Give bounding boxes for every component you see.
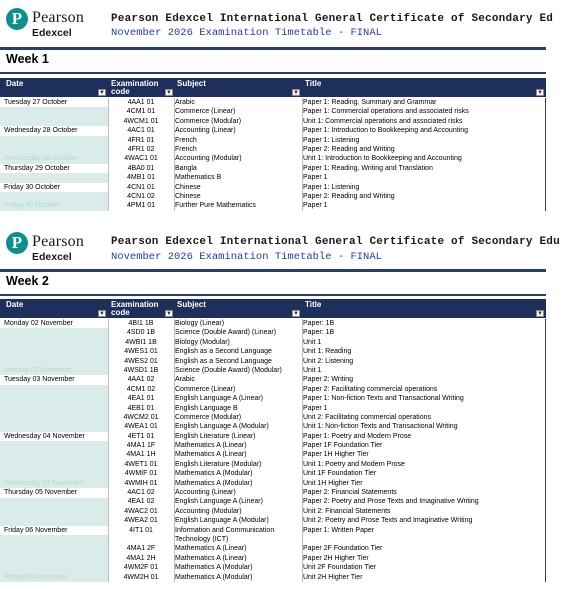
filter-dropdown-subject[interactable]: ▼ — [293, 311, 299, 317]
table-row[interactable] — [0, 126, 546, 135]
table-right-border — [545, 98, 546, 211]
exam-code-cell: 4BA0 01 — [127, 164, 155, 172]
exam-code-cell: 4WES1 01 — [124, 348, 158, 356]
exam-code-cell: 4WCM1 01 — [123, 117, 159, 125]
exam-code-cell: 4BI1 1B — [128, 320, 154, 327]
subject-cell: Technology (ICT) — [175, 535, 229, 543]
subject-cell: English Literature (Modular) — [175, 460, 262, 468]
title-cell: Unit 2: Facilitating commercial operations — [303, 413, 431, 421]
table-row[interactable] — [0, 422, 546, 431]
title-cell: Unit 2: Financial Statements — [303, 507, 391, 515]
date-cell: Friday 30 October — [4, 183, 61, 191]
subject-cell: French — [175, 136, 197, 144]
exam-code-cell: 4WES2 01 — [124, 357, 158, 365]
subject-cell: Commerce (Linear) — [175, 108, 236, 116]
col-header-title: Title — [305, 300, 322, 309]
subject-cell: Mathematics A (Modular) — [175, 470, 253, 478]
date-cell: Friday 06 November — [4, 526, 68, 534]
col-header-subject: Subject — [177, 79, 206, 88]
table-row[interactable] — [0, 375, 546, 384]
date-cell: Thursday 05 November — [4, 489, 78, 497]
subject-cell: Further Pure Mathematics — [175, 202, 256, 210]
title-cell: Paper 1H Higher Tier — [303, 451, 369, 459]
title-cell: Unit 1F Foundation Tier — [303, 470, 377, 478]
date-cell: Wednesday 04 November — [4, 432, 85, 440]
exam-code-cell: 4CM1 01 — [126, 108, 156, 116]
exam-code-cell: 4SD0 1B — [126, 329, 156, 337]
table-row[interactable] — [0, 385, 546, 394]
subject-cell: Accounting (Linear) — [175, 127, 236, 135]
date-cell: Thursday 29 October — [4, 164, 70, 172]
table-row[interactable] — [0, 404, 546, 413]
exam-code-cell: 4MA1 2H — [126, 554, 156, 562]
filter-dropdown-date[interactable]: ▼ — [99, 311, 105, 317]
table-row[interactable] — [0, 107, 546, 116]
table-row[interactable] — [0, 201, 546, 210]
date-cell: Wednesday 04 November — [4, 479, 85, 487]
title-cell: Unit 1: Non-fiction Texts and Transactional Writing — [303, 423, 458, 431]
date-cell: Tuesday 03 November — [4, 376, 75, 384]
table-row[interactable] — [0, 394, 546, 403]
subject-cell: English as a Second Language — [175, 348, 272, 356]
sheet-header — [0, 0, 554, 44]
brand-sub: Edexcel — [32, 251, 72, 263]
title-cell: Unit 1 — [303, 366, 322, 374]
filter-dropdown-code[interactable]: ▼ — [166, 90, 172, 96]
brand-sub: Edexcel — [32, 27, 72, 39]
exam-code-cell: 4FR1 02 — [127, 145, 155, 153]
table-row[interactable] — [0, 366, 546, 375]
filter-dropdown-title[interactable]: ▼ — [537, 90, 543, 96]
date-cell: Friday 30 October — [4, 202, 61, 210]
title-cell: Paper 1: Commercial operations and associated risks — [303, 108, 469, 116]
subject-cell: Arabic — [175, 376, 195, 384]
table-row[interactable] — [0, 173, 546, 182]
table-row[interactable] — [0, 357, 546, 366]
title-cell: Paper 2: Writing — [303, 376, 354, 384]
date-cell: Monday 02 November — [4, 366, 73, 374]
column-divider — [174, 98, 175, 211]
table-row[interactable] — [0, 526, 546, 535]
filter-dropdown-date[interactable]: ▼ — [99, 90, 105, 96]
subject-cell: Science (Double Award) (Modular) — [175, 366, 282, 374]
week-label: Week 2 — [6, 274, 49, 288]
subject-cell: Commerce (Modular) — [175, 117, 242, 125]
table-row[interactable] — [0, 535, 546, 544]
table-row[interactable] — [0, 441, 546, 450]
title-cell: Paper 1: Written Paper — [303, 526, 375, 534]
subject-cell: Bangla — [175, 164, 197, 172]
table-row[interactable] — [0, 164, 546, 173]
subject-cell: English Language A (Modular) — [175, 423, 269, 431]
subject-cell: Accounting (Modular) — [175, 155, 242, 163]
subject-cell: Accounting (Modular) — [175, 507, 242, 515]
week-label: Week 1 — [6, 52, 49, 66]
subject-cell: Mathematics B — [175, 174, 222, 182]
exam-code-cell: 4WM2H 01 — [123, 573, 159, 581]
title-cell: Paper 2H Higher Tier — [303, 554, 369, 562]
table-row[interactable] — [0, 98, 546, 107]
subject-cell: French — [175, 145, 197, 153]
subject-cell: English as a Second Language — [175, 357, 272, 365]
exam-code-cell: 4MA1 1H — [126, 451, 156, 459]
table-row[interactable] — [0, 554, 546, 563]
subject-cell: Arabic — [175, 99, 195, 106]
subject-cell: English Language A (Linear) — [175, 395, 263, 403]
table-row[interactable] — [0, 497, 546, 506]
exam-code-cell: 4AA1 02 — [127, 376, 155, 384]
subject-cell: Mathematics A (Modular) — [175, 564, 253, 572]
title-cell: Unit 1H Higher Tier — [303, 479, 363, 487]
table-row[interactable] — [0, 544, 546, 553]
title-cell: Paper 1: Listening — [303, 183, 360, 191]
exam-code-cell: 4WM2F 01 — [123, 564, 159, 572]
timetable-sheet-week-2 — [0, 224, 560, 586]
table-row[interactable] — [0, 573, 546, 582]
title-cell: Paper 2: Facilitating commercial operations — [303, 385, 438, 393]
exam-code-cell: 4WMIF 01 — [124, 470, 158, 478]
title-cell: Paper: 1B — [303, 320, 335, 327]
exam-code-cell: 4AC1 02 — [127, 489, 155, 497]
exam-code-cell: 4FR1 01 — [127, 136, 155, 144]
title-cell: Paper 2: Financial Statements — [303, 489, 397, 497]
title-cell: Paper: 1B — [303, 329, 335, 337]
subject-cell: Commerce (Modular) — [175, 413, 242, 421]
title-cell: Paper 2: Poetry and Prose Texts and Imaginative Writing — [303, 498, 479, 506]
exam-code-cell: 4WBI1 1B — [125, 338, 157, 346]
title-cell: Paper 1 — [303, 174, 328, 182]
pearson-logo — [6, 232, 106, 268]
table-row[interactable] — [0, 154, 546, 163]
exam-code-cell: 4WAC2 01 — [124, 507, 158, 515]
exam-code-cell: 4WEA1 01 — [124, 423, 158, 431]
title-cell: Paper 1: Introduction to Bookkeeping and Accounting — [303, 127, 469, 135]
table-row[interactable] — [0, 432, 546, 441]
date-cell: Wednesday 28 October — [4, 127, 78, 135]
title-cell: Unit 2H Higher Tier — [303, 573, 363, 581]
exam-code-cell: 4MA1 1F — [126, 442, 156, 450]
col-header-date: Date — [6, 300, 24, 309]
date-cell: Friday 06 November — [4, 573, 68, 581]
subject-cell: Mathematics A (Linear) — [175, 442, 247, 450]
column-divider — [108, 319, 109, 582]
sheet-title: Pearson Edexcel International General Certificate of Secondary Edu — [111, 236, 560, 248]
exam-code-cell: 4WSD1 1B — [123, 366, 159, 374]
subject-cell: Mathematics A (Modular) — [175, 573, 253, 581]
exam-code-cell: 4EB1 01 — [127, 404, 155, 412]
sheet-subtitle: November 2026 Examination Timetable - FINAL — [111, 251, 382, 263]
table-row[interactable] — [0, 117, 546, 126]
exam-code-cell: 4AA1 01 — [127, 99, 155, 106]
col-header-code: Examination code — [111, 79, 159, 96]
table-header — [0, 299, 546, 318]
title-cell: Unit 1: Introduction to Bookkeeping and Accounting — [303, 155, 462, 163]
table-right-border — [545, 319, 546, 582]
title-cell: Paper 1 — [303, 202, 328, 210]
subject-cell: English Language A (Linear) — [175, 498, 263, 506]
table-row[interactable] — [0, 145, 546, 154]
table-header — [0, 78, 546, 97]
table-row[interactable] — [0, 488, 546, 497]
date-cell: Wednesday 28 October — [4, 155, 78, 163]
title-cell: Paper 1: Non-fiction Texts and Transactional Writing — [303, 395, 464, 403]
sheet-title: Pearson Edexcel International General Certificate of Secondary Ed — [111, 13, 554, 25]
col-header-title: Title — [305, 79, 322, 88]
table-row[interactable] — [0, 479, 546, 488]
exam-code-cell: 4MB1 01 — [126, 174, 156, 182]
exam-code-cell: 4CN1 01 — [127, 183, 155, 191]
exam-code-cell: 4PM1 01 — [126, 202, 156, 210]
table-row[interactable] — [0, 328, 546, 337]
table-body — [0, 319, 546, 582]
title-cell: Unit 1: Reading — [303, 348, 352, 356]
title-cell: Paper 1: Listening — [303, 136, 360, 144]
subject-cell: Information and Communication — [175, 526, 275, 534]
col-header-code: Examination code — [111, 300, 159, 317]
exam-code-cell: 4EA1 02 — [127, 498, 155, 506]
table-row[interactable] — [0, 183, 546, 192]
subject-cell: English Literature (Linear) — [175, 432, 256, 440]
subject-cell: English Language A (Modular) — [175, 517, 269, 525]
column-divider — [108, 98, 109, 211]
filter-dropdown-code[interactable]: ▼ — [166, 311, 172, 317]
col-header-date: Date — [6, 79, 24, 88]
column-divider — [174, 319, 175, 582]
sheet-subtitle: November 2026 Examination Timetable - FINAL — [111, 27, 382, 39]
subject-cell: Chinese — [175, 192, 201, 200]
filter-dropdown-title[interactable]: ▼ — [537, 311, 543, 317]
column-divider — [302, 98, 303, 211]
table-row[interactable] — [0, 563, 546, 572]
title-cell: Paper 1: Reading, Summary and Grammar — [303, 99, 437, 106]
subject-cell: Biology (Modular) — [175, 338, 230, 346]
title-cell: Unit 2: Listening — [303, 357, 354, 365]
exam-code-cell: 4IT1 01 — [129, 526, 153, 534]
pearson-logo-icon: P — [6, 232, 28, 254]
table-row[interactable] — [0, 338, 546, 347]
title-cell: Paper 2F Foundation Tier — [303, 545, 383, 553]
table-row[interactable] — [0, 460, 546, 469]
date-cell: Tuesday 27 October — [4, 99, 68, 106]
title-cell: Paper 2: Reading and Writing — [303, 192, 395, 200]
table-row[interactable] — [0, 469, 546, 478]
table-row[interactable] — [0, 516, 546, 525]
subject-cell: Accounting (Linear) — [175, 489, 236, 497]
table-row[interactable] — [0, 413, 546, 422]
table-row[interactable] — [0, 450, 546, 459]
column-divider — [302, 319, 303, 582]
exam-code-cell: 4EA1 01 — [127, 395, 155, 403]
title-cell: Paper 1F Foundation Tier — [303, 442, 383, 450]
week-heading — [0, 269, 546, 296]
table-body — [0, 98, 546, 211]
title-cell: Paper 1 — [303, 404, 328, 412]
week-heading — [0, 47, 546, 74]
timetable-sheet-week-1 — [0, 0, 554, 214]
subject-cell: Biology (Linear) — [175, 320, 225, 327]
table-row[interactable] — [0, 136, 546, 145]
title-cell: Paper 1: Reading, Writing and Translation — [303, 164, 433, 172]
subject-cell: Mathematics A (Linear) — [175, 545, 247, 553]
exam-code-cell: 4WAC1 01 — [124, 155, 158, 163]
exam-code-cell: 4CM1 02 — [126, 385, 156, 393]
title-cell: Paper 1: Poetry and Modern Prose — [303, 432, 412, 440]
subject-cell: Commerce (Linear) — [175, 385, 236, 393]
exam-code-cell: 4WCM2 01 — [123, 413, 159, 421]
exam-code-cell: 4WMIH 01 — [124, 479, 158, 487]
brand-name: Pearson — [32, 233, 85, 250]
title-cell: Unit 1: Poetry and Modern Prose — [303, 460, 405, 468]
table-row[interactable] — [0, 319, 546, 328]
sheet-header — [0, 224, 560, 268]
subject-cell: Mathematics A (Modular) — [175, 479, 253, 487]
exam-code-cell: 4AC1 01 — [127, 127, 155, 135]
exam-code-cell: 4CN1 02 — [127, 192, 155, 200]
pearson-logo-icon: P — [6, 8, 28, 30]
exam-code-cell: 4ET1 01 — [127, 432, 155, 440]
subject-cell: English Language B — [175, 404, 238, 412]
subject-cell: Chinese — [175, 183, 201, 191]
table-row[interactable] — [0, 347, 546, 356]
table-row[interactable] — [0, 507, 546, 516]
brand-name: Pearson — [32, 9, 85, 26]
title-cell: Paper 2: Reading and Writing — [303, 145, 395, 153]
filter-dropdown-subject[interactable]: ▼ — [293, 90, 299, 96]
pearson-logo — [6, 8, 106, 44]
title-cell: Unit 2: Poetry and Prose Texts and Imaginative Writing — [303, 517, 473, 525]
subject-cell: Mathematics A (Linear) — [175, 554, 247, 562]
subject-cell: Science (Double Award) (Linear) — [175, 329, 277, 337]
subject-cell: Mathematics A (Linear) — [175, 451, 247, 459]
exam-code-cell: 4MA1 2F — [126, 545, 156, 553]
date-cell: Monday 02 November — [4, 320, 73, 327]
title-cell: Unit 2F Foundation Tier — [303, 564, 377, 572]
table-row[interactable] — [0, 192, 546, 201]
title-cell: Unit 1: Commercial operations and associated risks — [303, 117, 463, 125]
exam-code-cell: 4WEA2 01 — [124, 517, 158, 525]
col-header-subject: Subject — [177, 300, 206, 309]
exam-code-cell: 4WET1 01 — [124, 460, 158, 468]
title-cell: Unit 1 — [303, 338, 322, 346]
